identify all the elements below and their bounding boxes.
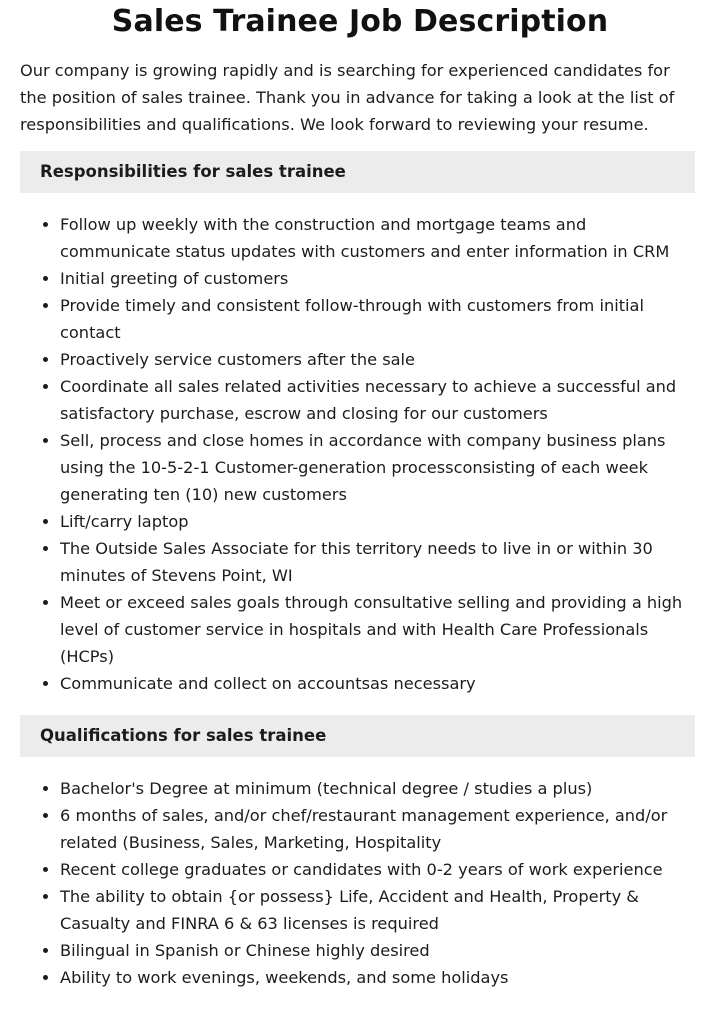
responsibility-item: Meet or exceed sales goals through consultative selling and providing a high level of customer service in hospitals and with Health Care Professionals (HCPs) [60, 589, 688, 670]
responsibilities-list [0, 211, 688, 697]
responsibility-item: Proactively service customers after the sale [60, 346, 688, 373]
qualification-item: Bachelor's Degree at minimum (technical degree / studies a plus) [60, 775, 688, 802]
intro-paragraph: Our company is growing rapidly and is searching for experienced candidates for the position of sales trainee. Thank you in advance for taking a look at the list of responsibilities and qualifications. We look forward to reviewing your resume. [20, 61, 675, 134]
responsibility-item: Provide timely and consistent follow-through with customers from initial contact [60, 292, 688, 346]
responsibility-item: Sell, process and close homes in accordance with company business plans using the 10-5-2-1 Customer-generation processconsisting of each week generating ten (10) new customers [60, 427, 688, 508]
qualifications-heading: Qualifications for sales trainee [20, 715, 695, 757]
responsibility-item: Communicate and collect on accountsas necessary [60, 670, 688, 697]
qualification-item: The ability to obtain {or possess} Life, Accident and Health, Property & Casualty and FINRA 6 & 63 licenses is required [60, 883, 688, 937]
qualification-item: Ability to work evenings, weekends, and some holidays [60, 964, 688, 991]
qualification-item: Bilingual in Spanish or Chinese highly desired [60, 937, 688, 964]
responsibility-item: The Outside Sales Associate for this territory needs to live in or within 30 minutes of Stevens Point, WI [60, 535, 688, 589]
qualification-item: 6 months of sales, and/or chef/restaurant management experience, and/or related (Business, Sales, Marketing, Hospitality [60, 802, 688, 856]
qualification-item: Recent college graduates or candidates with 0-2 years of work experience [60, 856, 688, 883]
qualifications-list [0, 775, 688, 991]
responsibilities-heading: Responsibilities for sales trainee [20, 151, 695, 193]
responsibility-item: Coordinate all sales related activities necessary to achieve a successful and satisfactory purchase, escrow and closing for our customers [60, 373, 688, 427]
page-title: Sales Trainee Job Description [111, 4, 609, 39]
responsibility-item: Lift/carry laptop [60, 508, 688, 535]
responsibility-item: Follow up weekly with the construction and mortgage teams and communicate status updates with customers and enter information in CRM [60, 211, 688, 265]
responsibility-item: Initial greeting of customers [60, 265, 688, 292]
